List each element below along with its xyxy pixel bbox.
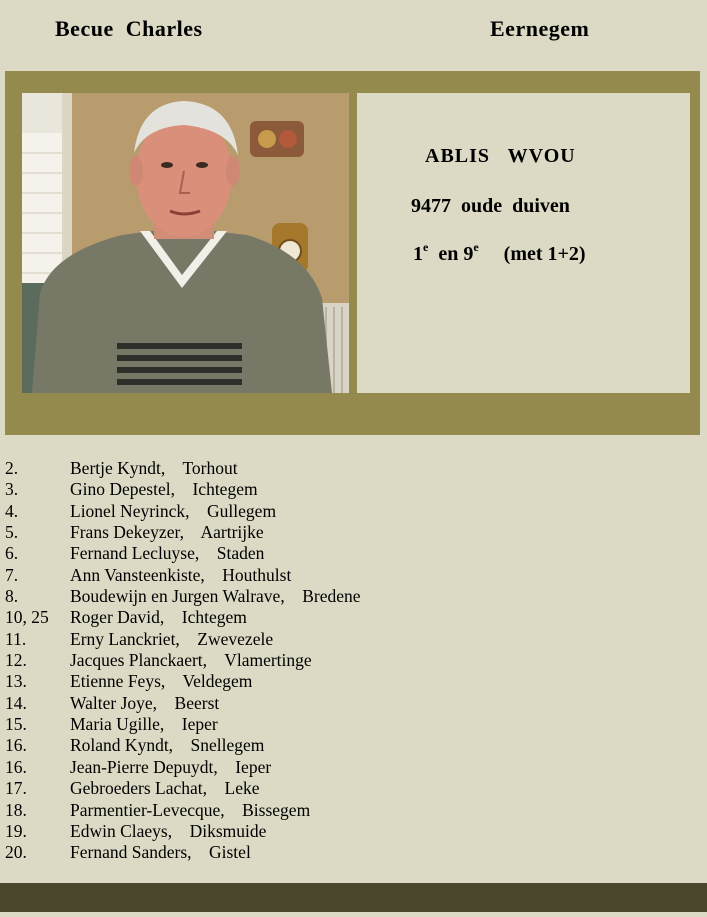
- portrait-illustration: [22, 93, 349, 393]
- participant: Etienne Feys, Veldegem: [70, 671, 253, 692]
- rank: 10, 25: [5, 607, 49, 628]
- participant: Edwin Claeys, Diksmuide: [70, 820, 267, 841]
- participant: Walter Joye, Beerst: [70, 692, 220, 713]
- prize-note: (met 1+2): [478, 243, 586, 265]
- prize-first-suffix: e: [423, 240, 429, 254]
- rank: 16.: [5, 756, 27, 777]
- fancier-name: Becue Charles: [55, 16, 203, 41]
- rank: 2.: [5, 458, 19, 478]
- prize-line: [413, 240, 586, 266]
- prize-second: en 9: [428, 243, 474, 265]
- rank: 3.: [5, 479, 19, 500]
- portrait-photo: [22, 93, 349, 393]
- participant: Erny Lanckriet, Zwevezele: [70, 628, 274, 649]
- participant: Lionel Neyrinck, Gullegem: [70, 500, 277, 521]
- rank: 5.: [5, 522, 19, 543]
- rank: 13.: [5, 671, 27, 692]
- participant: Roger David, Ichtegem: [70, 607, 247, 628]
- rank: 20.: [5, 842, 27, 863]
- result-summary-box: [357, 93, 690, 393]
- participant: Jean-Pierre Depuydt, Ieper: [70, 756, 272, 777]
- rank: 15.: [5, 714, 27, 735]
- footer-bar: [0, 883, 707, 912]
- rank: 19.: [5, 820, 27, 841]
- participant: Gino Depestel, Ichtegem: [70, 479, 258, 500]
- participant: Roland Kyndt, Snellegem: [70, 735, 265, 756]
- rank: 8.: [5, 586, 19, 607]
- participant: Fernand Sanders, Gistel: [70, 842, 251, 863]
- prize-second-suffix: e: [473, 240, 479, 254]
- club-name: ABLIS WVOU: [425, 145, 576, 167]
- participant: Ann Vansteenkiste, Houthulst: [70, 564, 292, 585]
- rank: 14.: [5, 692, 27, 713]
- rank: 11.: [5, 628, 27, 649]
- rank: 7.: [5, 564, 19, 585]
- fancier-town: Eernegem: [490, 16, 590, 41]
- rank: 12.: [5, 650, 27, 671]
- rank: 17.: [5, 778, 27, 799]
- participant: Boudewijn en Jurgen Walrave, Bredene: [70, 586, 361, 607]
- participant: Parmentier-Levecque, Bissegem: [70, 799, 311, 820]
- rank: 18.: [5, 799, 27, 820]
- participant: Frans Dekeyzer, Aartrijke: [70, 522, 264, 543]
- rank: 6.: [5, 543, 19, 564]
- participant: Maria Ugille, Ieper: [70, 714, 218, 735]
- prize-first: 1: [413, 243, 423, 265]
- rank: 4.: [5, 500, 19, 521]
- pigeon-count: 9477 oude duiven: [411, 195, 570, 217]
- participant: Jacques Planckaert, Vlamertinge: [70, 650, 312, 671]
- participant: Bertje Kyndt, Torhout: [70, 458, 238, 478]
- rank: 16.: [5, 735, 27, 756]
- participant: Fernand Lecluyse, Staden: [70, 543, 265, 564]
- participant: Gebroeders Lachat, Leke: [70, 778, 260, 799]
- banner: [5, 71, 700, 435]
